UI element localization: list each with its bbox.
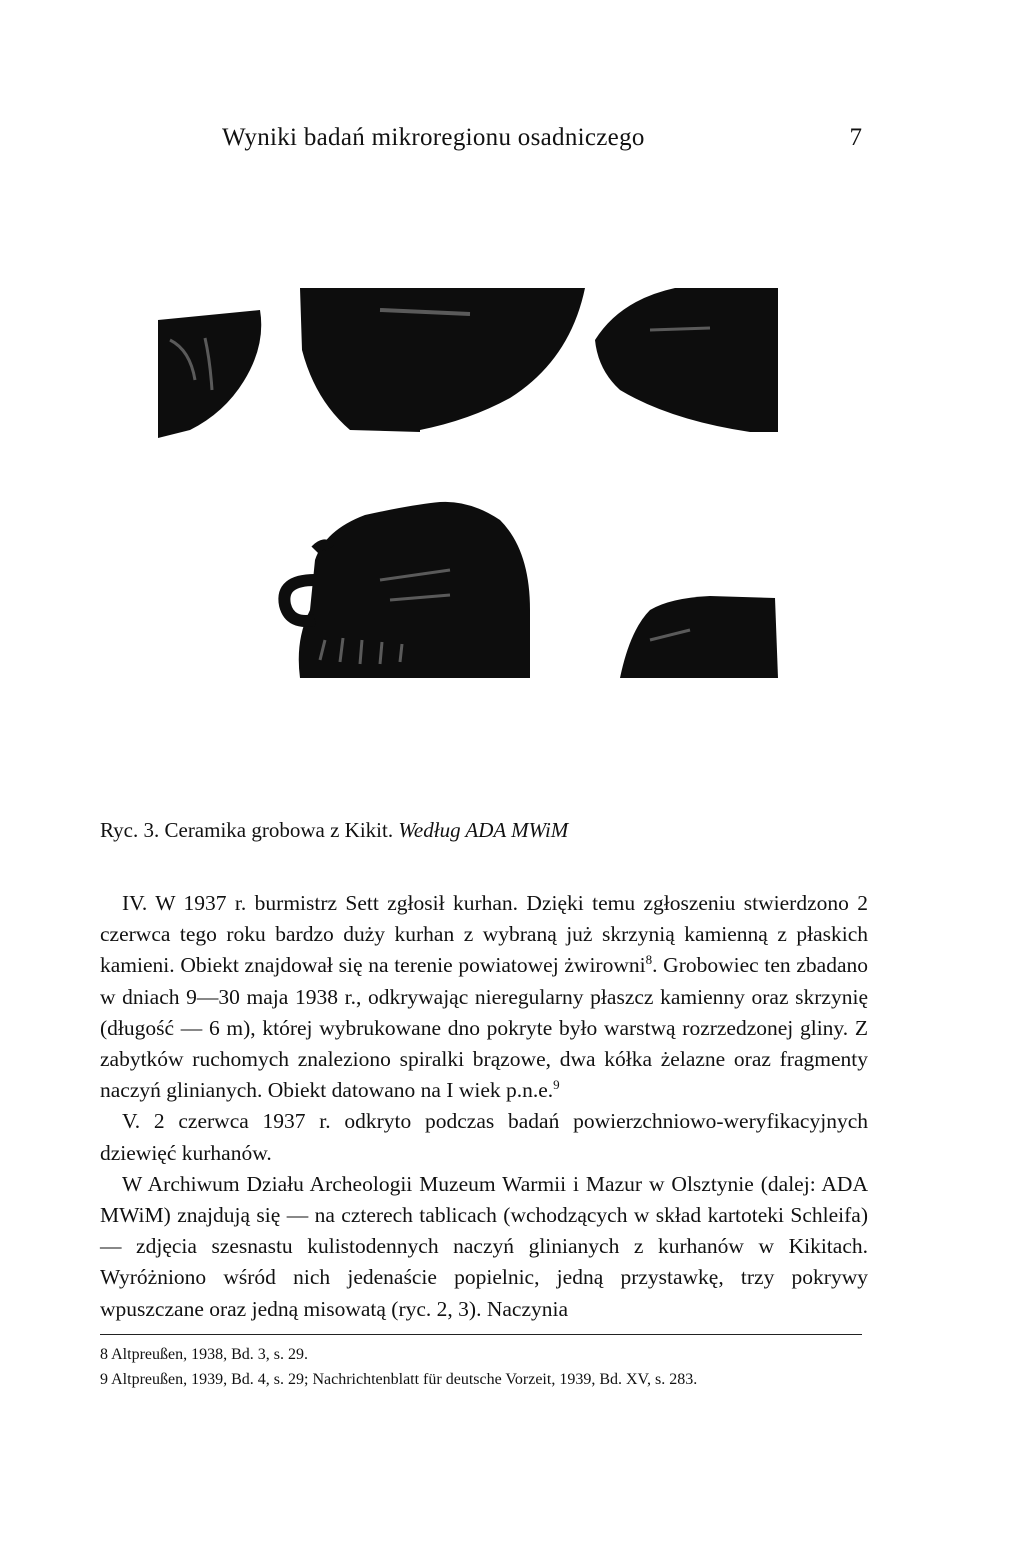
paragraph-iv-text-cont: . Grobowiec ten zbadano w dniach 9—30 maja 1938 r., odkrywając nieregularny płaszcz kamienny oraz skrzynię (długość — 6 m), której wybrukowane dno pokryte było warstwą rozrzedzonej gliny. Z zabytków ruchomych znaleziono spiralki brązowe, dwa kółka żelazne oraz fragmenty naczyń glinianych. Obiekt datowano na I wiek p.n.e. <box>100 953 868 1103</box>
paragraph-iv <box>100 888 868 1106</box>
paragraph-archive: W Archiwum Działu Archeologii Muzeum Warmii i Mazur w Olsztynie (dalej: ADA MWiM) znajdują się — na czterech tablicach (wchodzących w skład kartoteki Schleifa) — zdjęcia szesnastu kulistodennych naczyń glinianych z kurhanów w Kikitach. Wyróżniono wśród nich jedenaście popielnic, jedną przystawkę, trzy pokrywy wpuszczane oraz jedną misowatą (ryc. 2, 3). Naczynia <box>100 1171 868 1321</box>
paragraph-iv-text: IV. W 1937 r. burmistrz Sett zgłosił kurhan. Dzięki temu zgłoszeniu stwierdzono 2 czerwca tego roku bardzo duży kurhan z wybraną już skrzynią kamienną z płaskich kamieni. Obiekt znajdował się na terenie powiatowej żwirowni <box>100 891 868 978</box>
footnote-9: 9 Altpreußen, 1939, Bd. 4, s. 29; Nachrichtenblatt für deutsche Vorzeit, 1939, Bd. XV, s. 283. <box>100 1371 698 1388</box>
figure-pottery-photo <box>150 280 790 690</box>
page-number: 7 <box>849 124 862 151</box>
figure-caption <box>100 818 568 843</box>
pottery-photo-image <box>150 280 790 690</box>
page-header <box>222 124 862 160</box>
footnote-8: 8 Altpreußen, 1938, Bd. 3, s. 29. <box>100 1346 308 1363</box>
caption-label: Ryc. 3. Ceramika grobowa z Kikit. <box>100 818 394 842</box>
bowl-top-center <box>300 288 585 432</box>
body-text <box>100 888 868 1325</box>
jar-handle <box>284 580 315 621</box>
caption-source: Według ADA MWiM <box>398 818 569 842</box>
footnote-ref-9: 9 <box>553 1077 560 1093</box>
jar-bottom-center <box>299 502 530 678</box>
footnotes <box>100 1342 868 1392</box>
bowl-top-right <box>595 288 778 432</box>
paragraph-v: V. 2 czerwca 1937 r. odkryto podczas badań powierzchniowo-weryfikacyjnych dziewięć kurhanów. <box>100 1109 868 1165</box>
footnote-ref-8: 8 <box>645 952 653 968</box>
running-title: Wyniki badań mikroregionu osadniczego <box>222 124 645 151</box>
sherd-bottom-right <box>620 596 778 678</box>
footnote-separator <box>100 1334 862 1335</box>
